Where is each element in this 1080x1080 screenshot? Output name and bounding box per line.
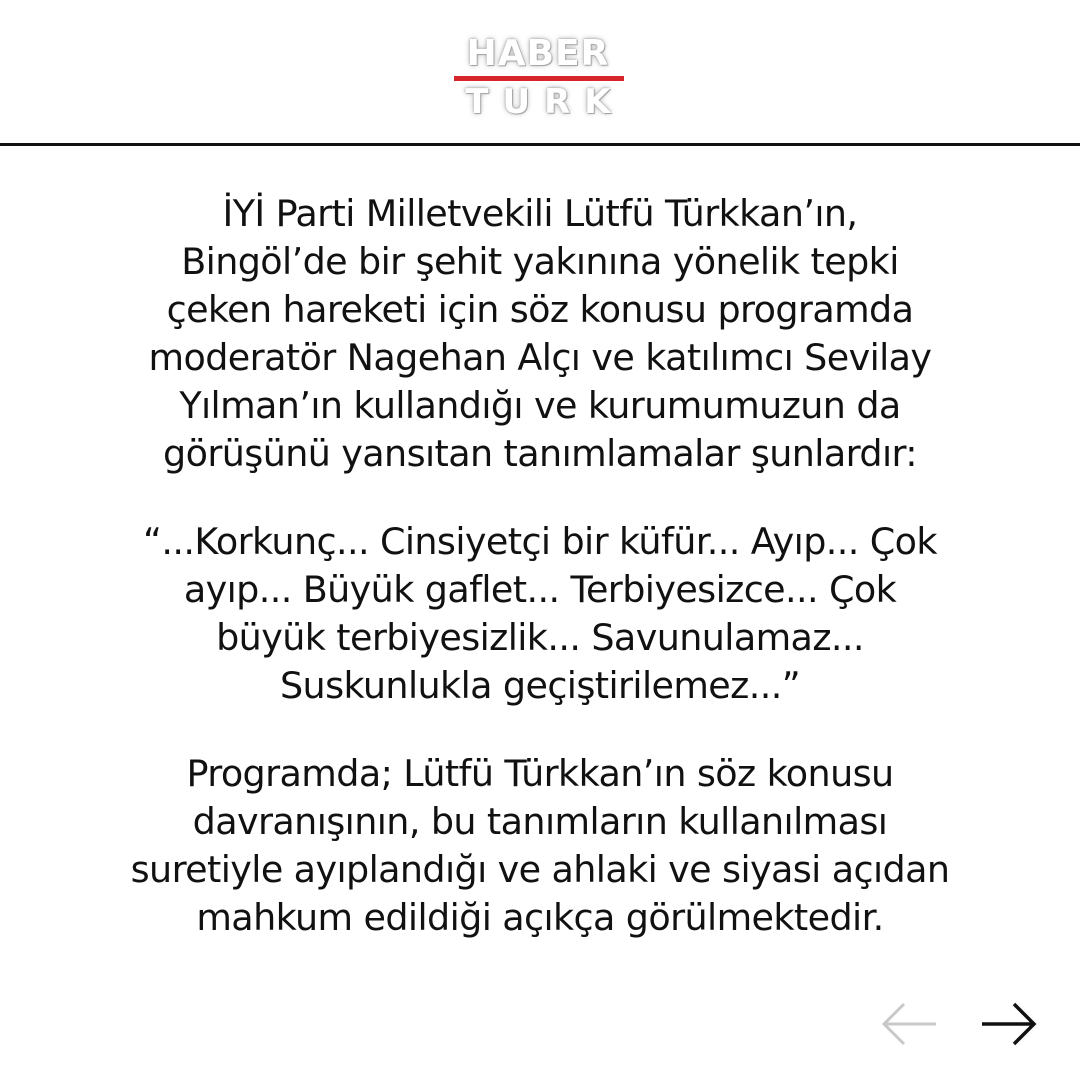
- arrow-left-icon[interactable]: [878, 996, 942, 1052]
- logo-red-bar: [454, 76, 624, 81]
- paragraph-intro: İYİ Parti Milletvekili Lütfü Türkkan’ın, Bingöl’de bir şehit yakınına yönelik tepki çeken hareketi için söz konusu programda moderatör Nagehan Alçı ve katılımcı Sevilay Yılman’ın kullandığı ve kurumumuzun da görüşünü yansıtan tanımlamalar şunlardır:: [148, 192, 932, 475]
- arrow-right-icon[interactable]: [976, 996, 1040, 1052]
- header-divider: [0, 143, 1080, 146]
- statement-body: [40, 190, 1040, 982]
- carousel-navigation: [870, 996, 1050, 1052]
- logo-top-text: HABER: [466, 33, 610, 74]
- haberturk-logo: [450, 34, 626, 124]
- logo-bottom-text: TURK: [465, 82, 625, 122]
- paragraph-conclusion: Programda; Lütfü Türkkan’ın söz konusu davranışının, bu tanımların kullanılması suretiyle ayıplandığı ve ahlaki ve siyasi açıdan mahkum edildiği açıkça görülmektedir.: [130, 752, 950, 939]
- paragraph-quote: “...Korkunç... Cinsiyetçi bir küfür... Ayıp... Çok ayıp... Büyük gaflet... Terbiyesizce... Çok büyük terbiyesizlik... Savunulamaz... Suskunlukla geçiştirilemez...”: [143, 520, 937, 707]
